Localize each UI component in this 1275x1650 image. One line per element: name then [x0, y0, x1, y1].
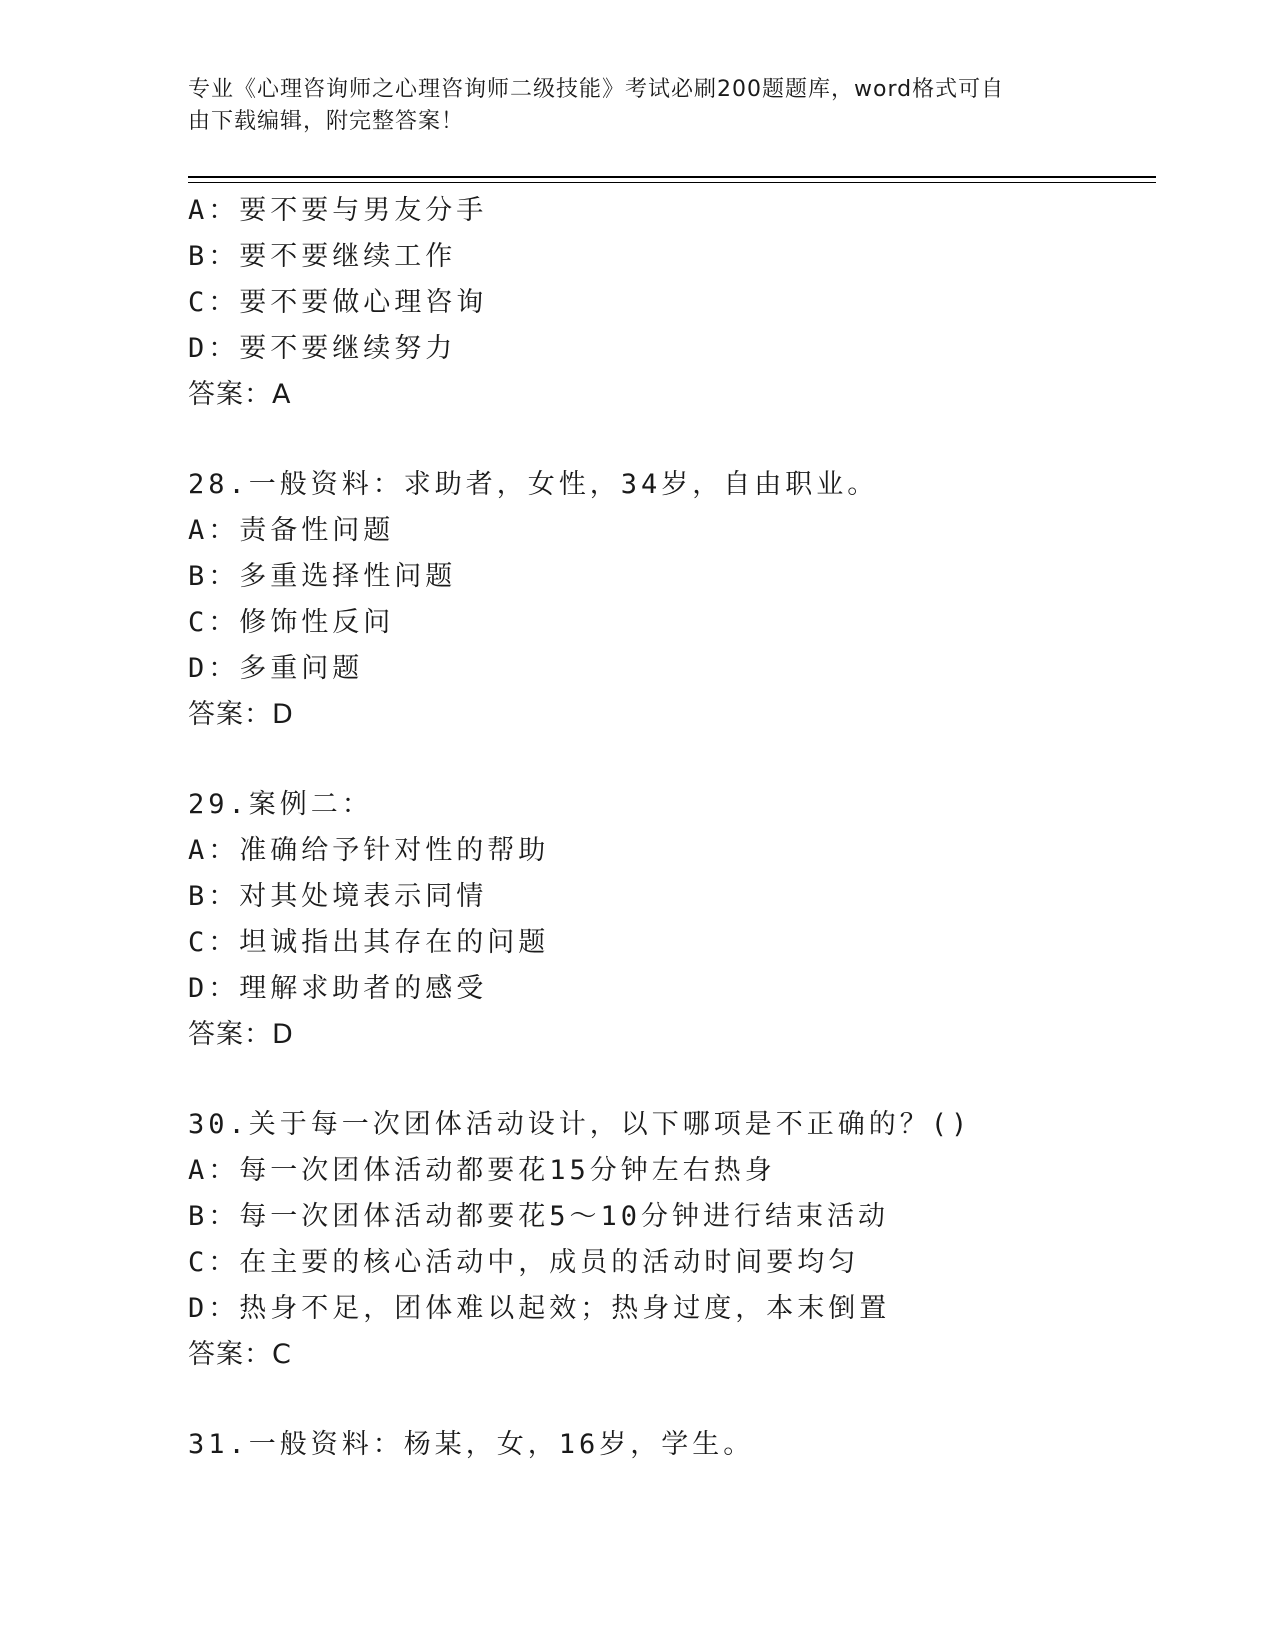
question-30: [188, 1102, 1148, 1378]
question-27: [188, 188, 1148, 418]
option-a: A：要不要与男友分手: [188, 195, 488, 226]
option-b: B：要不要继续工作: [188, 241, 457, 272]
option-c: C：修饰性反问: [188, 607, 395, 638]
question-29: [188, 782, 1148, 1058]
option-b: B：每一次团体活动都要花5～10分钟进行结束活动: [188, 1201, 890, 1232]
question-28: [188, 462, 1148, 738]
spacer: [188, 1378, 1148, 1422]
option-d: D：理解求助者的感受: [188, 973, 488, 1004]
question-stem: 29.案例二：: [188, 789, 373, 820]
question-stem: 28.一般资料：求助者，女性，34岁，自由职业。: [188, 469, 879, 500]
header-divider-thin: [188, 182, 1156, 183]
option-c: C：在主要的核心活动中，成员的活动时间要均匀: [188, 1247, 860, 1278]
header-line-2: 由下载编辑，附完整答案！: [188, 109, 465, 134]
header-line-1: 专业《心理咨询师之心理咨询师二级技能》考试必刷200题题库，word格式可自: [188, 77, 1005, 102]
document-header: [188, 74, 1088, 138]
spacer: [188, 738, 1148, 782]
question-31: [188, 1422, 1148, 1468]
option-d: D：热身不足，团体难以起效；热身过度，本末倒置: [188, 1293, 891, 1324]
question-stem: 30.关于每一次团体活动设计，以下哪项是不正确的？(): [188, 1109, 972, 1140]
spacer: [188, 1058, 1148, 1102]
option-c: C：要不要做心理咨询: [188, 287, 488, 318]
option-a: A：责备性问题: [188, 515, 395, 546]
option-a: A：每一次团体活动都要花15分钟左右热身: [188, 1155, 776, 1186]
option-a: A：准确给予针对性的帮助: [188, 835, 550, 866]
answer: 答案：A: [188, 379, 292, 410]
answer: 答案：D: [188, 1019, 294, 1050]
spacer: [188, 418, 1148, 462]
option-b: B：多重选择性问题: [188, 561, 457, 592]
header-divider-thick: [188, 176, 1156, 178]
answer: 答案：D: [188, 699, 294, 730]
option-b: B：对其处境表示同情: [188, 881, 488, 912]
option-d: D：多重问题: [188, 653, 364, 684]
option-d: D：要不要继续努力: [188, 333, 457, 364]
question-list: [188, 188, 1148, 1468]
option-c: C：坦诚指出其存在的问题: [188, 927, 550, 958]
question-stem: 31.一般资料：杨某，女，16岁，学生。: [188, 1429, 755, 1460]
answer: 答案：C: [188, 1339, 292, 1370]
